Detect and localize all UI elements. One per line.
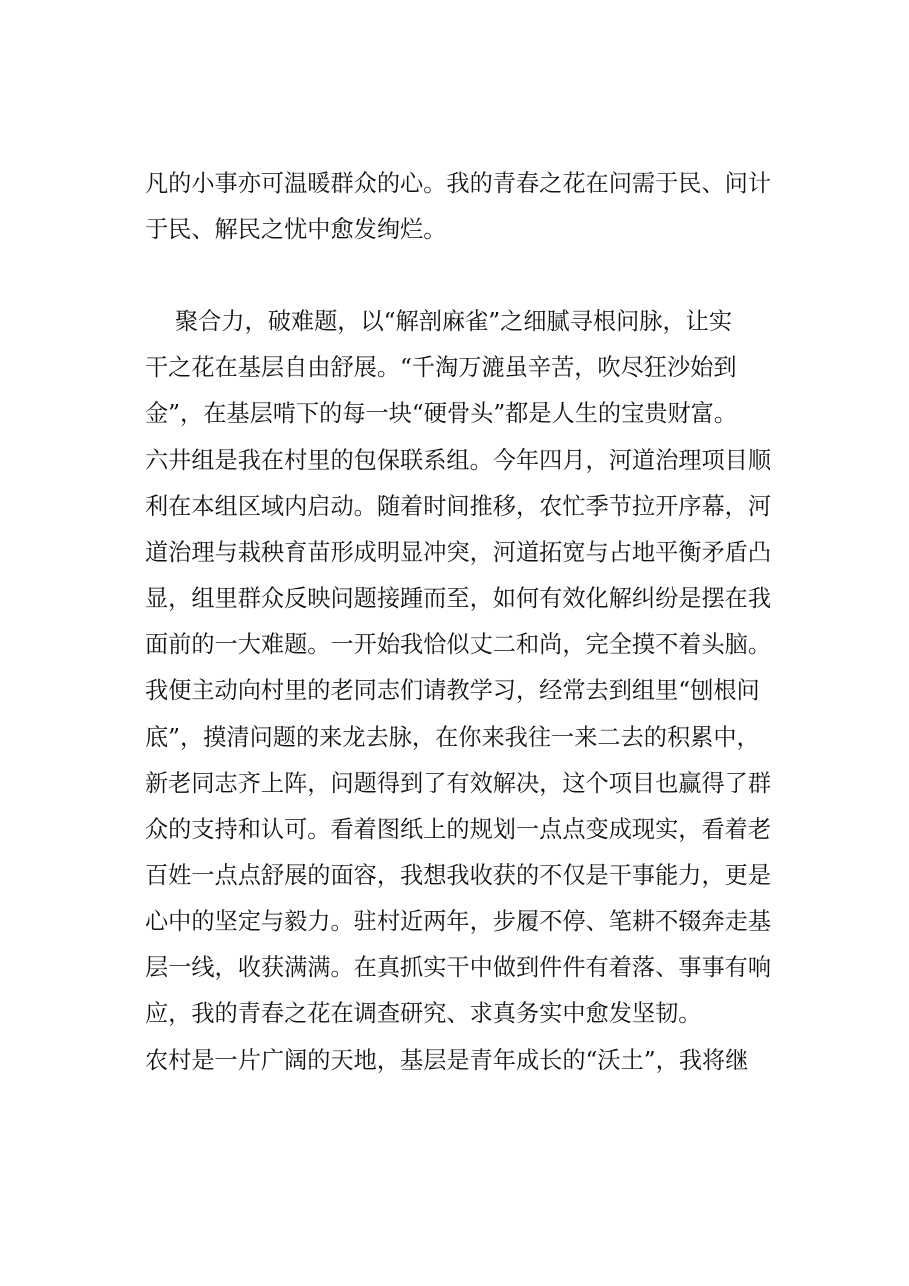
text-line: 层一线，收获满满。在真抓实干中做到件件有着落、事事有响	[145, 954, 772, 981]
text-line: 农村是一片广阔的天地，基层是青年成长的“沃土”，我将继	[145, 1047, 749, 1074]
text-line: 显，组里群众反映问题接踵而至，如何有效化解纠纷是摆在我	[145, 585, 772, 612]
text-line: 六井组是我在村里的包保联系组。今年四月，河道治理项目顺	[145, 447, 772, 474]
text-line: 心中的坚定与毅力。驻村近两年，步履不停、笔耕不辍奔走基	[145, 908, 772, 935]
text-line: 于民、解民之忧中愈发绚烂。	[145, 216, 447, 243]
text-line: 新老同志齐上阵，问题得到了有效解决，这个项目也赢得了群	[145, 770, 772, 797]
text-line: 面前的一大难题。一开始我恰似丈二和尚，完全摸不着头脑。	[145, 631, 772, 658]
text-line: 利在本组区域内启动。随着时间推移，农忙季节拉开序幕，河	[145, 493, 772, 520]
text-line: 干之花在基层自由舒展。“千淘万漉虽辛苦，吹尽狂沙始到	[145, 354, 737, 381]
text-line: 我便主动向村里的老同志们请教学习，经常去到组里“刨根问	[145, 677, 760, 704]
text-line: 底”，摸清问题的来龙去脉，在你来我往一来二去的积累中，	[145, 724, 760, 751]
paragraph-start-line: 聚合力，破难题，以“解剖麻雀”之细腻寻根问脉，让实	[175, 308, 733, 335]
text-line: 金”，在基层啃下的每一块“硬骨头”都是人生的宝贵财富。	[145, 400, 738, 427]
text-line: 众的支持和认可。看着图纸上的规划一点点变成现实，看着老	[145, 816, 772, 843]
text-line: 道治理与栽秧育苗形成明显冲突，河道拓宽与占地平衡矛盾凸	[145, 539, 772, 566]
text-line: 百姓一点点舒展的面容，我想我收获的不仅是干事能力，更是	[145, 862, 772, 889]
text-line: 凡的小事亦可温暖群众的心。我的青春之花在问需于民、问计	[145, 170, 772, 197]
text-line: 应，我的青春之花在调查研究、求真务实中愈发坚韧。	[145, 1000, 702, 1027]
